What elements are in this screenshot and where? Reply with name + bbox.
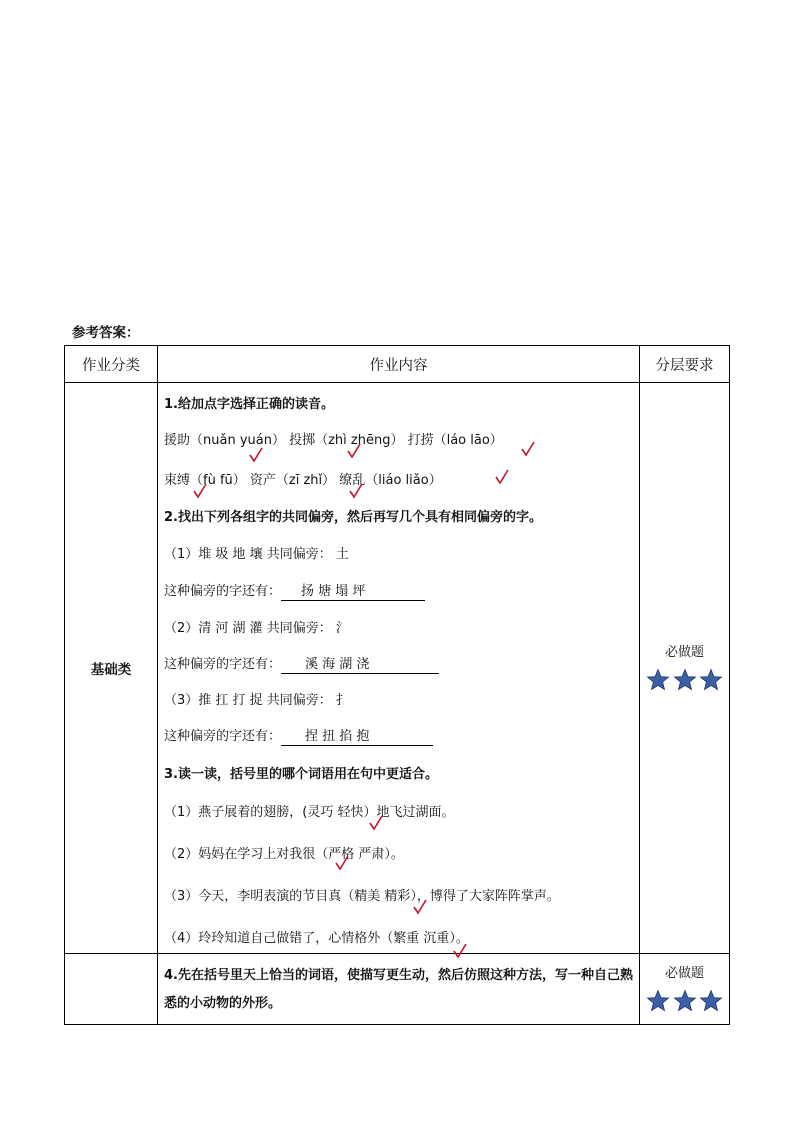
table-header-row xyxy=(65,346,730,383)
question-2-group-1: （1）堆 圾 地 壤 共同偏旁： 土 xyxy=(164,547,349,562)
homework-table xyxy=(64,345,730,1025)
question-1-line-1: 援助（nuǎn yuán） 投掷（zhì zhēng） 打捞（láo lāo） xyxy=(164,433,503,448)
requirement-cell xyxy=(640,954,730,1025)
requirement-label: 必做题 xyxy=(664,965,704,981)
content-cell xyxy=(158,383,640,954)
question-3-item-1: （1）燕子展着的翅膀，(灵巧 轻快）地飞过湖面。 xyxy=(164,805,455,820)
check-mark-icon xyxy=(334,855,350,871)
question-2-answer-1 xyxy=(164,580,425,601)
check-mark-icon xyxy=(346,443,362,459)
header-content: 作业内容 xyxy=(158,346,640,383)
check-mark-icon xyxy=(412,899,428,915)
question-2-group-2: （2）清 河 湖 灌 共同偏旁： 氵 xyxy=(164,621,349,636)
star-icon xyxy=(699,989,723,1013)
check-mark-icon xyxy=(192,483,208,499)
answer-title: 参考答案： xyxy=(72,325,140,341)
question-2-title: 2.找出下列各组字的共同偏旁，然后再写几个具有相同偏旁的字。 xyxy=(164,510,542,525)
question-3-item-4: （4）玲玲知道自己做错了，心情格外（繁重 沉重）。 xyxy=(164,931,469,946)
answer-underline: 扬 塘 塌 坪 xyxy=(281,580,425,601)
answer-label: 这种偏旁的字还有： xyxy=(164,584,282,599)
question-4-text: 4.先在括号里天上恰当的词语，使描写更生动，然后仿照这种方法，写一种自己熟悉的小动物的外形。 xyxy=(164,968,633,1011)
check-mark-icon xyxy=(494,469,510,485)
category-cell xyxy=(65,954,158,1025)
requirement-cell xyxy=(640,383,730,954)
table-row xyxy=(65,954,730,1025)
header-category: 作业分类 xyxy=(65,346,158,383)
question-1-title: 1.给加点字选择正确的读音。 xyxy=(164,397,334,412)
question-3-title: 3.读一读，括号里的哪个词语用在句中更适合。 xyxy=(164,767,438,782)
check-mark-icon xyxy=(368,815,384,831)
answer-label: 这种偏旁的字还有： xyxy=(164,657,282,672)
star-icon xyxy=(646,668,670,692)
check-mark-icon xyxy=(520,441,536,457)
star-icon xyxy=(673,989,697,1013)
question-2-answer-3 xyxy=(164,725,433,746)
star-icon xyxy=(646,989,670,1013)
star-icon xyxy=(699,668,723,692)
star-icon xyxy=(673,668,697,692)
check-mark-icon xyxy=(348,483,364,499)
table-row xyxy=(65,383,730,954)
content-cell xyxy=(158,954,640,1025)
answer-underline: 捏 扭 掐 抱 xyxy=(281,725,433,746)
difficulty-stars xyxy=(647,668,721,696)
question-3-item-2: （2）妈妈在学习上对我很（严格 严肃）。 xyxy=(164,847,404,862)
requirement-label: 必做题 xyxy=(664,644,704,660)
category-cell: 基础类 xyxy=(65,383,158,954)
answer-underline: 溪 海 湖 浇 xyxy=(281,653,439,674)
answer-label: 这种偏旁的字还有： xyxy=(164,729,282,744)
question-3-item-3: （3）今天，李明表演的节目真（精美 精彩），博得了大家阵阵掌声。 xyxy=(164,889,560,904)
difficulty-stars xyxy=(647,989,721,1017)
question-2-answer-2 xyxy=(164,653,439,674)
check-mark-icon xyxy=(248,447,264,463)
question-1-line-2: 束缚（fù fū） 资产（zī zhǐ） 缭乱（liáo liǎo） xyxy=(164,473,442,488)
question-2-group-3: （3）推 扛 打 捉 共同偏旁： 扌 xyxy=(164,693,349,708)
header-requirement: 分层要求 xyxy=(640,346,730,383)
